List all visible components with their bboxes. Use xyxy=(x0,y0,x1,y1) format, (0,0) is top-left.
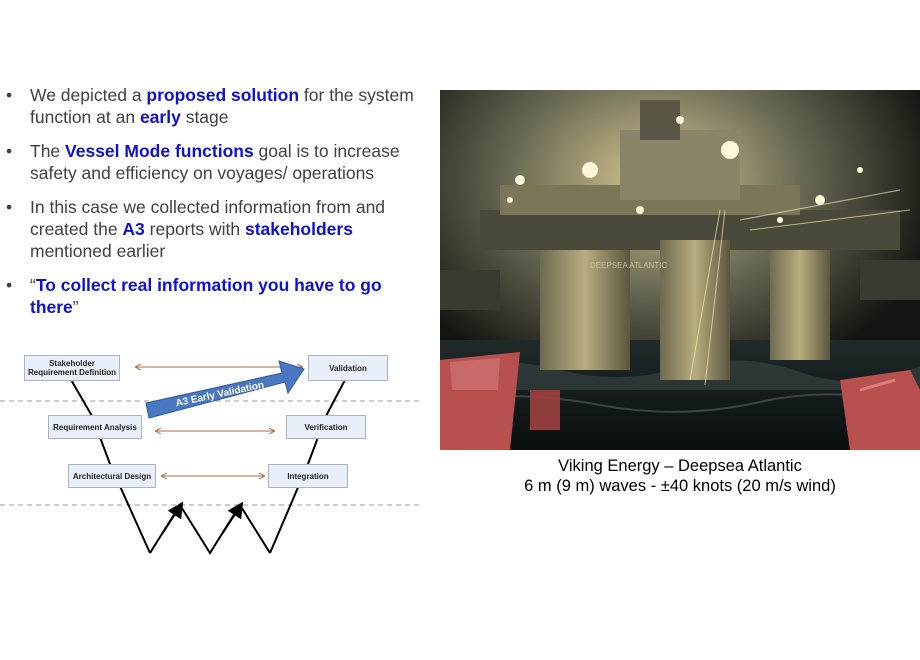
hull-name: DEEPSEA ATLANTIC xyxy=(590,261,668,270)
highlighted-text: early xyxy=(139,107,181,127)
validation-box: Validation xyxy=(308,355,388,381)
text-run: stage xyxy=(180,107,229,127)
text-run: goal is to increase safety and efficiency on voyages/ operations xyxy=(30,141,400,183)
early-validation-label: A3 Early Validation xyxy=(174,379,266,410)
stakeholder-requirement-box: Stakeholder Requirement Definition xyxy=(24,355,120,381)
bullet-text xyxy=(30,141,400,183)
bullet-text xyxy=(30,197,385,261)
caption-line-1: Viking Energy – Deepsea Atlantic xyxy=(558,457,802,475)
highlighted-text: Vessel Mode functions xyxy=(65,141,254,161)
bullet-item xyxy=(6,274,426,318)
caption-line-2: 6 m (9 m) waves - ±40 knots (20 m/s wind) xyxy=(524,477,836,495)
bullet-dot-icon: • xyxy=(6,275,13,295)
highlighted-text: proposed solution xyxy=(146,85,300,105)
requirement-analysis-box: Requirement Analysis xyxy=(48,415,142,439)
text-run: The xyxy=(30,141,66,161)
highlighted-text: stakeholders xyxy=(244,219,353,239)
text-run: reports with xyxy=(144,219,245,239)
bullet-text xyxy=(30,275,382,317)
bullet-item xyxy=(6,140,426,184)
photo-caption xyxy=(440,456,920,496)
highlighted-text: A3 xyxy=(122,219,145,239)
text-run: We depicted a xyxy=(30,85,147,105)
iteration-arrow xyxy=(222,505,241,534)
text-run: mentioned earlier xyxy=(30,241,166,261)
architectural-design-box: Architectural Design xyxy=(68,464,156,488)
highlighted-text: To collect real information you have to go there xyxy=(30,275,382,317)
bullet-item xyxy=(6,84,426,128)
bullet-dot-icon: • xyxy=(6,141,13,161)
text-run: In this case we collected information from and created the xyxy=(30,197,386,239)
bullet-list xyxy=(6,84,426,330)
bullet-item xyxy=(6,196,426,262)
bullet-dot-icon: • xyxy=(6,197,13,217)
text-run: for the system function at an xyxy=(30,85,414,127)
vessel-photo xyxy=(440,90,920,450)
verification-box: Verification xyxy=(286,415,366,439)
vessel-photo-illustration xyxy=(440,90,920,450)
iteration-zigzag xyxy=(150,505,270,553)
v-model-diagram xyxy=(0,348,420,563)
bullet-text xyxy=(30,85,414,127)
text-run: ” xyxy=(72,297,79,317)
integration-box: Integration xyxy=(268,464,348,488)
text-run: “ xyxy=(30,275,36,295)
bullet-dot-icon: • xyxy=(6,85,13,105)
iteration-arrow xyxy=(162,505,181,534)
